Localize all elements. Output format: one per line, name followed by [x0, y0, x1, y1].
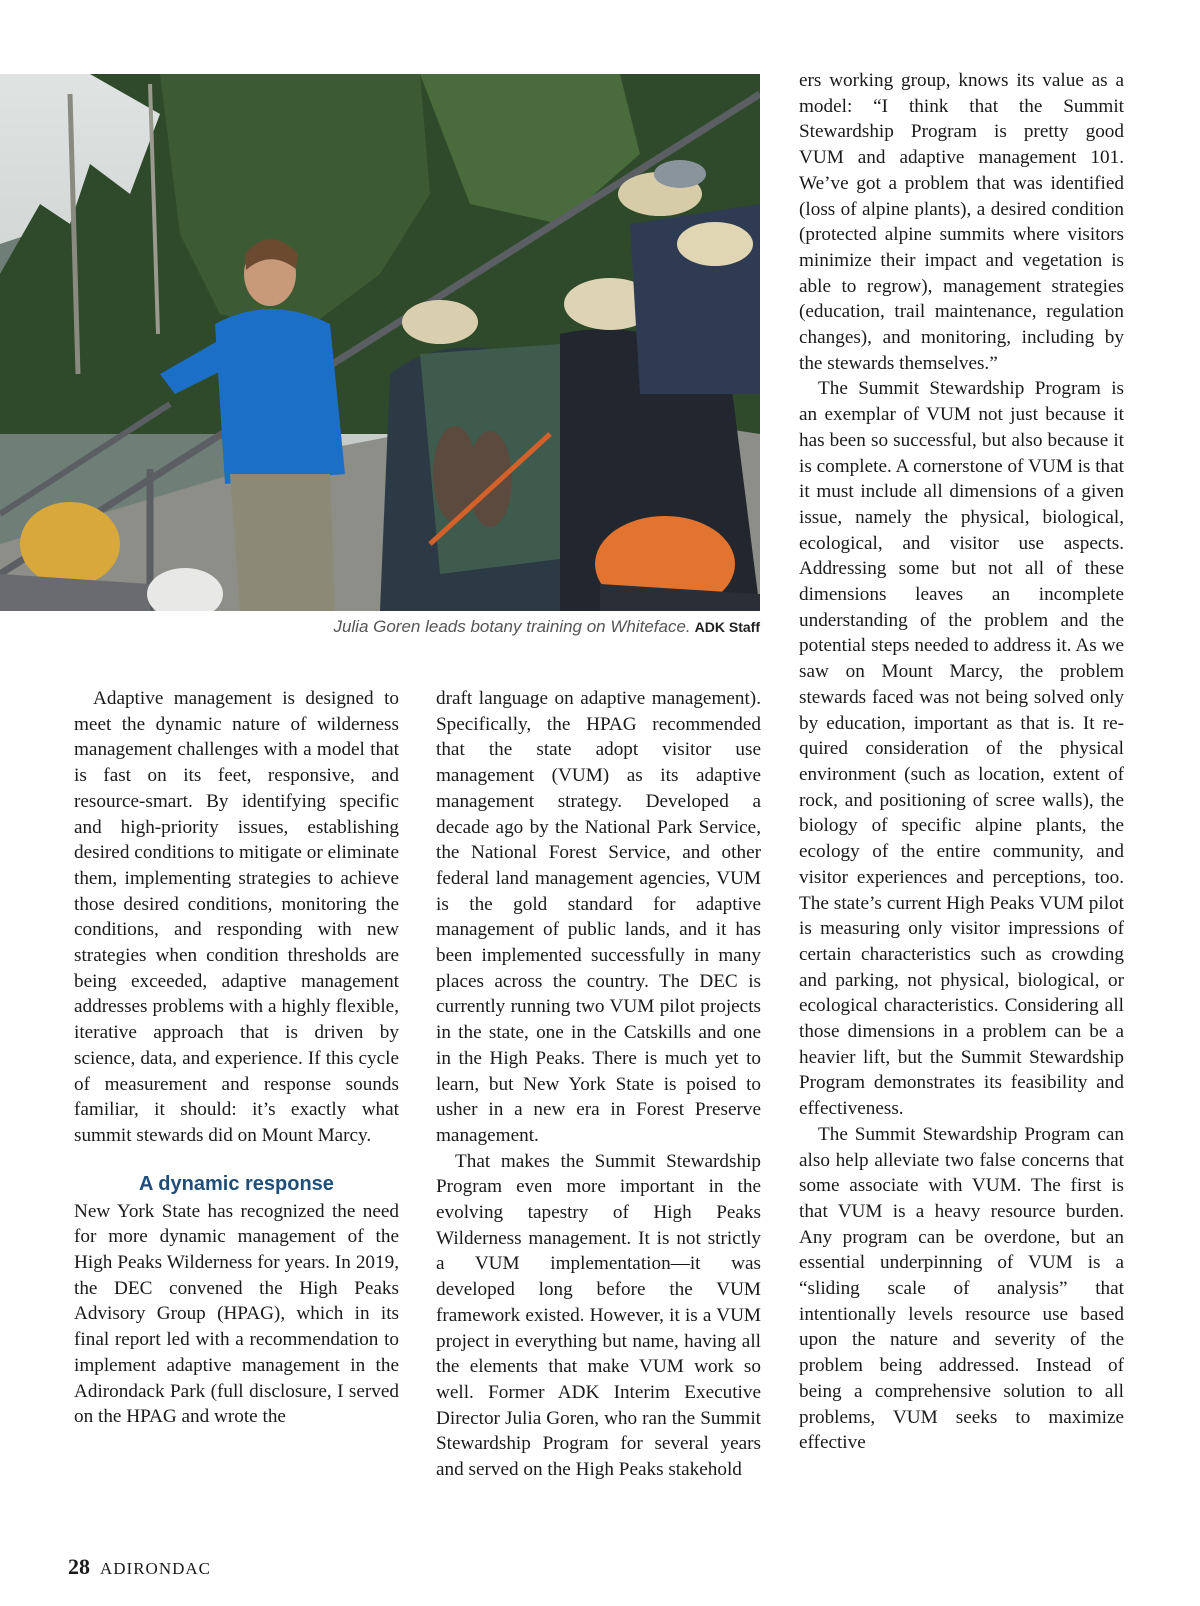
article-column-1 [74, 686, 399, 1430]
hikers-training-photo-icon [0, 74, 760, 611]
photo-credit: ADK Staff [694, 619, 760, 635]
caption-text: Julia Goren leads botany training on Whiteface. [333, 617, 691, 636]
page-folio [68, 1554, 211, 1580]
paragraph: The Summit Stewardship Program can also help alleviate two false concerns that some associate with VUM. The first is that VUM is a heavy resource burden. Any program can be overdone, but an essential underpinning of VUM is a “sliding scale of analysis” that intentionally levels resource use based upon the nature and severity of the problem being addressed. Instead of being a comprehensive solution to all problems, VUM seeks to maximize effective [799, 1123, 1124, 1454]
photo-caption [0, 617, 760, 637]
page-number: 28 [68, 1554, 90, 1579]
paragraph: Adaptive management is designed to meet the dynamic nature of wilderness management challenges with a model that is fast on its feet, responsive, and resource-smart. By identifying specific and high-priority issues, establishing desired conditions to mitigate or eliminate them, implementing strategies to achieve those desired conditions, monitoring the conditions, and responding with new strategies when condition thresholds are being exceeded, adaptive management addresses problems with a highly flexible, iterative approach that is driven by science, data, and experience. If this cycle of measurement and response sounds familiar, it should: it’s exactly what summit stewards did on Mount Marcy. [74, 688, 399, 1146]
article-column-3 [799, 68, 1124, 1456]
article-photo [0, 74, 760, 611]
paragraph: ers working group, knows its value as a model: “I think that the Summit Stewardship Program is pretty good VUM and adaptive management 101. We’ve got a problem that was identified (loss of alpine plants), a desired condition (protected alpine summits where visitors minimize their impact and vegetation is able to regrow), management strategies (education, trail maintenance, regulation changes), and monitoring, including by the stewards themselves.” [799, 70, 1124, 374]
magazine-name: ADIRONDAC [100, 1559, 211, 1578]
section-subhead: A dynamic response [139, 1172, 334, 1195]
article-column-2 [436, 686, 761, 1483]
paragraph: The Summit Stewardship Program is an exemplar of VUM not just because it has been so successful, but also because it is complete. A cornerstone of VUM is that it must include all dimensions of a given issue, namely the physical, biological, ecological, and visitor use aspects. Addressing some but not all of these dimensions leaves an incomplete understanding of the problem and the potential steps needed to address it. As we saw on Mount Marcy, the problem stewards faced was not being solved only by education, important as that is. It required consideration of the physical environment (such as location, extent of rock, and positioning of scree walls), the biology of specific alpine plants, the ecology of the entire community, and visitor experiences and perceptions, too. The state’s current High Peaks VUM pilot is measuring only visitor impressions of certain characteristics such as crowding and parking, not physical, biological, or ecological characteristics. Considering all those dimensions in a problem can be a heavier lift, but the Summit Stewardship Program demonstrates its feasibility and effectiveness. [799, 378, 1124, 1120]
paragraph: New York State has recognized the need for more dynamic management of the High Peaks Wilderness for years. In 2019, the DEC convened the High Peaks Advisory Group (HPAG), which in its final report led with a recommendation to implement adaptive management in the Adirondack Park (full disclosure, I served on the HPAG and wrote the [74, 1200, 399, 1428]
paragraph: That makes the Summit Stewardship Program even more important in the evolving tapestry of High Peaks Wilderness management. It is not strictly a VUM implementation—it was developed long before the VUM framework existed. However, it is a VUM project in everything but name, having all the elements that make VUM work so well. Former ADK Interim Executive Director Julia Goren, who ran the Summit Stewardship Program for several years and served on the High Peaks stakehold [436, 1150, 761, 1481]
paragraph: draft language on adaptive management). Specifically, the HPAG recommended that the state adopt visitor use management (VUM) as its adaptive management strategy. Developed a decade ago by the National Park Service, the National Forest Service, and other federal land management agencies, VUM is the gold standard for adaptive management of public lands, and it has been implemented successfully in many places across the country. The DEC is currently running two VUM pilot projects in the state, one in the Catskills and one in the High Peaks. There is much yet to learn, but New York State is poised to usher in a new era in Forest Preserve management. [436, 688, 761, 1146]
